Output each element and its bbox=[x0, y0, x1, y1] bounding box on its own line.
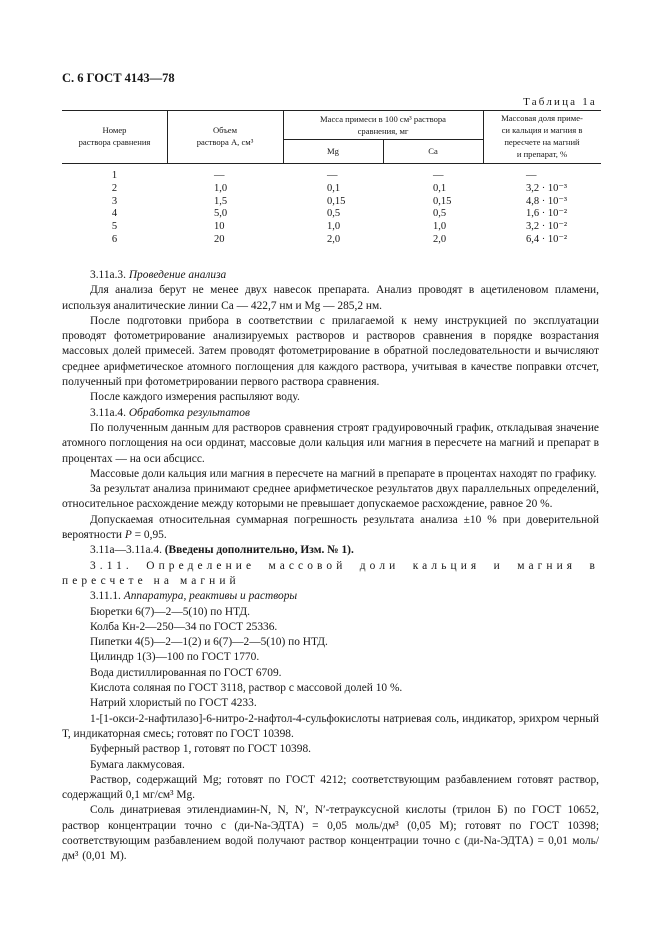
list-item: Вода дистиллированная по ГОСТ 6709. bbox=[90, 666, 282, 679]
paragraph bbox=[62, 513, 599, 544]
section-heading bbox=[62, 559, 599, 590]
paragraph bbox=[62, 712, 599, 743]
paragraph-text: После подготовки прибора в соответствии с прилагаемой к нему инструкцией по эксплуатации проводят фотометрирование анализируемых растворов и растворов сравнения в порядке возрастания массовых долей примесей. Затем проводят фотометрирование в обратной последовательности и вычисляют среднее арифметическое атомного поглощения для каждого раствора, учитывая в качестве поправки отсчет, полученный при фотометрировании первого раствора сравнения. bbox=[62, 314, 599, 389]
table-cell: 6,4 · 10⁻² bbox=[526, 233, 568, 245]
page-header: С. 6 ГОСТ 4143—78 bbox=[62, 71, 175, 85]
paragraph bbox=[62, 283, 599, 314]
section-number: 3.11а.4. bbox=[90, 406, 126, 419]
table-cell: 2 bbox=[111, 182, 118, 194]
table-cell: 3 bbox=[111, 195, 118, 207]
paragraph-text: Для анализа берут не менее двух навесок препарата. Анализ проводят в ацетиленовом пламени, используя аналитические линии Са — 422,7 нм и Mg — 285,2 нм. bbox=[62, 284, 599, 312]
header-fraction bbox=[483, 112, 601, 160]
paragraph bbox=[62, 773, 599, 804]
paragraph-text: 1-[1-окси-2-нафтилазо]-6-нитро-2-нафтол-4-сульфокислоты натриевая соль, индикатор, эрихром черный Т, индикаторная смесь; готовят по ГОСТ 10398. bbox=[62, 712, 599, 740]
paragraph-text: Соль динатриевая этилендиамин-N, N, N′, N′-тетрауксусной кислоты (трилон Б) по ГОСТ 10652, раствор концентрации точно с (ди-Na-ЭДТА) = 0,05 моль/дм³ (0,05 М); готовят по ГОСТ 10398; соответствующим разбавлением водой получают раствор концентрации точно с (ди-Na-ЭДТА) = 0,01 моль/дм³ (0,01 М). bbox=[62, 804, 599, 863]
section-title: Проведение анализа bbox=[128, 269, 227, 281]
header-line: си кальция и магния в bbox=[501, 125, 583, 135]
paragraph-text bbox=[62, 513, 599, 544]
table-cell: — bbox=[327, 170, 338, 181]
header-mass bbox=[283, 113, 483, 137]
table-cell: 2,0 bbox=[433, 233, 447, 245]
column-number bbox=[62, 170, 167, 247]
paragraph bbox=[62, 482, 599, 513]
table-caption: Таблица 1а bbox=[523, 96, 597, 108]
table-cell: — bbox=[433, 170, 444, 181]
table-cell: 5 bbox=[111, 221, 118, 233]
paragraph: Бумага лакмусовая. bbox=[90, 758, 185, 771]
header-line: Номер bbox=[102, 125, 127, 135]
header-line: раствора сравнения bbox=[78, 137, 151, 147]
column-mg bbox=[327, 170, 377, 247]
column-volume bbox=[214, 170, 274, 247]
table-cell: 4,8 · 10⁻³ bbox=[526, 195, 568, 207]
table-cell: 10 bbox=[214, 221, 225, 233]
list-item: Колба Кн-2—250—34 по ГОСТ 25336. bbox=[90, 620, 278, 633]
paragraph-text: Раствор, содержащий Mg; готовят по ГОСТ 4212; соответствующим разбавлением готовят раствор, содержащий 0,1 мг/см³ Mg. bbox=[62, 773, 599, 802]
header-volume bbox=[167, 124, 283, 148]
section-title: 3.11. Определение массовой доли кальция и магния в пересчете на магний bbox=[62, 559, 599, 587]
table-cell: 0,5 bbox=[327, 208, 341, 220]
table-cell: 1,0 bbox=[214, 182, 228, 194]
text-run: Допускаемая относительная суммарная погрешность результата анализа ±10 % при доверительной вероятности bbox=[62, 513, 599, 542]
table-cell: 1,6 · 10⁻² bbox=[526, 208, 568, 220]
table-cell: 20 bbox=[214, 233, 225, 245]
table-cell: 4 bbox=[111, 208, 118, 220]
header-line: пересчете на магний bbox=[504, 137, 580, 147]
paragraph: После каждого измерения распыляют воду. bbox=[90, 391, 300, 404]
text-run: 3.11а—3.11а.4. bbox=[90, 544, 165, 557]
table-cell: — bbox=[526, 170, 537, 181]
header-line: Объем bbox=[212, 125, 238, 135]
table-cell: 1,0 bbox=[327, 221, 341, 233]
header-mg: Mg bbox=[327, 146, 339, 156]
section-number: 3.11.1. bbox=[90, 590, 121, 603]
table-cell: 6 bbox=[111, 233, 118, 245]
table-header-rule bbox=[62, 163, 601, 164]
amendment-note bbox=[90, 543, 599, 558]
paragraph bbox=[62, 314, 599, 390]
section-title: Аппаратура, реактивы и растворы bbox=[123, 590, 298, 603]
list-item: Бюретки 6(7)—2—5(10) по НТД. bbox=[90, 605, 250, 618]
header-line: сравнения, мг bbox=[357, 126, 409, 136]
header-number bbox=[62, 124, 167, 148]
table-cell: 1,5 bbox=[214, 195, 228, 207]
list-item: Кислота соляная по ГОСТ 3118, раствор с массовой долей 10 %. bbox=[90, 682, 403, 695]
list-item: Цилиндр 1(3)—100 по ГОСТ 1770. bbox=[90, 651, 260, 664]
table-cell: 0,1 bbox=[327, 182, 341, 194]
text-run: = 0,95. bbox=[131, 529, 167, 542]
header-line: раствора А, см³ bbox=[196, 137, 254, 147]
table-cell: 0,15 bbox=[327, 195, 346, 207]
list-item: Натрий хлористый по ГОСТ 4233. bbox=[90, 697, 257, 710]
section-heading bbox=[90, 589, 599, 604]
table-cell: 2,0 bbox=[327, 233, 341, 245]
text-run: (Введены дополнительно, Изм. № 1). bbox=[164, 544, 354, 557]
list-item: Пипетки 4(5)—2—1(2) и 6(7)—2—5(10) по НТД. bbox=[90, 636, 328, 649]
table-cell: 3,2 · 10⁻³ bbox=[526, 182, 568, 194]
section-heading bbox=[90, 268, 599, 283]
section-number: 3.11а.3. bbox=[90, 269, 126, 281]
text-run: P bbox=[124, 529, 132, 542]
column-fraction bbox=[526, 170, 601, 247]
table-cell: 5,0 bbox=[214, 208, 228, 220]
section-title: Обработка результатов bbox=[128, 406, 250, 419]
table-top-rule bbox=[62, 110, 601, 111]
paragraph bbox=[90, 467, 599, 482]
table-cell: 3,2 · 10⁻² bbox=[526, 221, 568, 233]
paragraph: Буферный раствор 1, готовят по ГОСТ 10398. bbox=[90, 743, 311, 756]
header-line: и препарат, % bbox=[516, 149, 568, 159]
column-ca bbox=[433, 170, 483, 247]
paragraph-text: По полученным данным для растворов сравнения строят градуировочный график, откладывая значение атомного поглощения на оси ординат, массовые доли кальция или магния в пересчете на магний и препарат в процентах — на оси абсцисс. bbox=[62, 421, 599, 465]
paragraph bbox=[62, 421, 599, 467]
header-line: Массовая доля приме- bbox=[501, 113, 583, 123]
paragraph-text: За результат анализа принимают среднее арифметическое результатов двух параллельных определений, относительное расхождение между которыми не превышает допускаемое расхождение, равное 20 %. bbox=[62, 483, 599, 511]
table-cell: — bbox=[214, 170, 225, 181]
table-cell: 1,0 bbox=[433, 221, 447, 233]
table-cell: 0,1 bbox=[433, 182, 447, 194]
table-cell: 0,15 bbox=[433, 195, 452, 207]
section-heading bbox=[90, 406, 599, 421]
paragraph bbox=[62, 803, 599, 864]
body-text bbox=[62, 268, 599, 865]
table-cell: 1 bbox=[111, 170, 118, 181]
table-cell: 0,5 bbox=[433, 208, 447, 220]
header-ca: Ca bbox=[428, 146, 438, 156]
paragraph-text: Массовые доли кальция или магния в пересчете на магний в препарате в процентах находят по графику. bbox=[90, 467, 597, 480]
header-line: Масса примеси в 100 см³ раствора bbox=[320, 114, 446, 124]
